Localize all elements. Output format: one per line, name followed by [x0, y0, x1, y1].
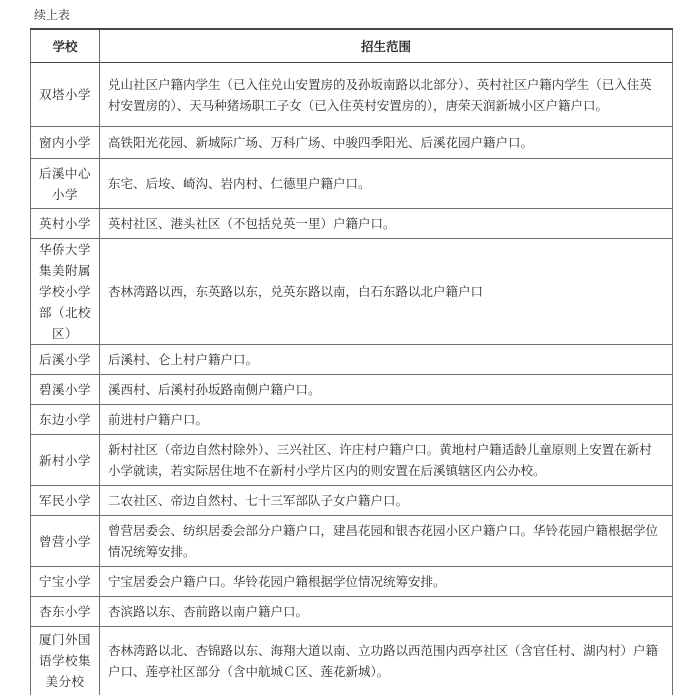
table-row [31, 159, 673, 209]
enrollment-range: 新村社区（帝边自然村除外）、三兴社区、许庄村户籍户口。黄地村户籍适龄儿童原则上安置在新村小学就读，若实际居住地不在新村小学片区内的则安置在后溪镇辖区内公办校。 [100, 435, 673, 486]
table-row [31, 405, 673, 435]
table-row [31, 63, 673, 127]
school-name: 双塔小学 [31, 63, 100, 127]
enrollment-range: 杏林湾路以北、杏锦路以东、海翔大道以南、立功路以西范围内西亭社区（含官任村、湖内村）户籍户口、莲亭社区部分（含中航城Ｃ区、莲花新城）。 [100, 627, 673, 695]
table-row [31, 127, 673, 159]
school-name: 军民小学 [31, 486, 100, 516]
school-name: 新村小学 [31, 435, 100, 486]
enrollment-range: 兑山社区户籍内学生（已入住兑山安置房的及孙坂南路以北部分）、英村社区户籍内学生（已入住英村安置房的）、天马种猪场职工子女（已入住英村安置房的），唐荣天润新城小区户籍户口。 [100, 63, 673, 127]
enrollment-range: 溪西村、后溪村孙坂路南侧户籍户口。 [100, 375, 673, 405]
table-row [31, 435, 673, 486]
table-header-row [31, 29, 673, 63]
enrollment-range: 杏滨路以东、杏前路以南户籍户口。 [100, 597, 673, 627]
table-row [31, 345, 673, 375]
school-name: 华侨大学集美附属学校小学部（北校区） [31, 239, 100, 345]
school-name: 后溪小学 [31, 345, 100, 375]
enrollment-range: 后溪村、仑上村户籍户口。 [100, 345, 673, 375]
school-name: 厦门外国语学校集美分校 [31, 627, 100, 695]
enrollment-range: 杏林湾路以西，东英路以东，兑英东路以南，白石东路以北户籍户口 [100, 239, 673, 345]
table-row [31, 375, 673, 405]
school-name: 后溪中心小学 [31, 159, 100, 209]
header-school: 学校 [31, 29, 100, 63]
enrollment-range: 高铁阳光花园、新城际广场、万科广场、中骏四季阳光、后溪花园户籍户口。 [100, 127, 673, 159]
school-name: 曾营小学 [31, 516, 100, 567]
school-name: 英村小学 [31, 209, 100, 239]
table-row [31, 486, 673, 516]
school-name: 碧溪小学 [31, 375, 100, 405]
header-range: 招生范围 [100, 29, 673, 63]
enrollment-range: 二农社区、帝边自然村、七十三军部队子女户籍户口。 [100, 486, 673, 516]
school-name: 窗内小学 [31, 127, 100, 159]
table-row [31, 239, 673, 345]
table-row [31, 567, 673, 597]
enrollment-range-table [30, 28, 673, 695]
table-row [31, 597, 673, 627]
enrollment-range: 前进村户籍户口。 [100, 405, 673, 435]
school-name: 东边小学 [31, 405, 100, 435]
enrollment-range: 英村社区、港头社区（不包括兑英一里）户籍户口。 [100, 209, 673, 239]
table-caption: 续上表 [34, 8, 71, 22]
enrollment-range: 曾营居委会、纺织居委会部分户籍户口，建昌花园和银杏花园小区户籍户口。华铃花园户籍根据学位情况统筹安排。 [100, 516, 673, 567]
table-row [31, 627, 673, 695]
table-row [31, 209, 673, 239]
enrollment-range: 东宅、后垵、崎沟、岩内村、仁德里户籍户口。 [100, 159, 673, 209]
school-name: 杏东小学 [31, 597, 100, 627]
enrollment-range: 宁宝居委会户籍户口。华铃花园户籍根据学位情况统筹安排。 [100, 567, 673, 597]
school-name: 宁宝小学 [31, 567, 100, 597]
table-row [31, 516, 673, 567]
